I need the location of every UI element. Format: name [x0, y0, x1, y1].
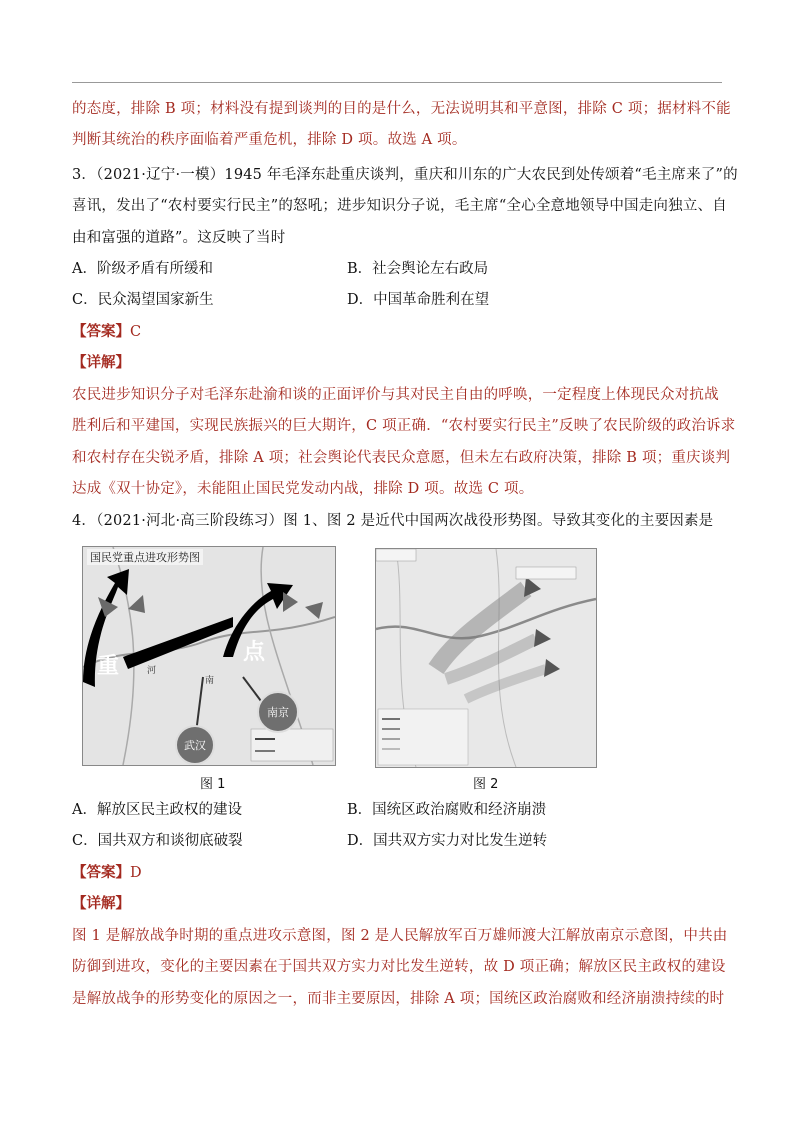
figure-1-city-wuhan: 武汉: [175, 725, 215, 765]
figure-1-label-he: 河: [147, 666, 157, 676]
figure-2-caption: 图 2: [473, 777, 499, 792]
q3-option-b: B．社会舆论左右政局: [347, 261, 489, 277]
answer-3-tag: 【答案】: [72, 323, 130, 340]
question-3-line-1: 3．（2021·辽宁·一模）1945 年毛泽东赴重庆谈判，重庆和川东的广大农民到处传颂着“毛主席来了”的: [72, 167, 738, 183]
question-3-line-3: 由和富强的道路”。这反映了当时: [72, 230, 286, 246]
figure-2-map-graphic: [376, 549, 596, 767]
figure-1-city-nanjing: 南京: [257, 691, 299, 733]
figure-1-label-nan: 南: [205, 676, 215, 686]
detail-4-line-1: 图 1 是解放战争时期的重点进攻示意图，图 2 是人民解放军百万雄师渡大江解放南京示意图，中共由: [72, 928, 728, 944]
q3-option-a: A．阶级矛盾有所缓和: [72, 261, 213, 277]
figure-1-label-zhong: 重: [97, 654, 120, 679]
detail-4-line-2: 防御到进攻，变化的主要因素在于国共双方实力对比发生逆转，故 D 项正确；解放区民主政权的建设: [72, 959, 726, 975]
detail-4-line-3: 是解放战争的形势变化的原因之一，而非主要原因，排除 A 项；国统区政治腐败和经济崩溃持续的时: [72, 991, 725, 1007]
q4-option-c: C．国共双方和谈彻底破裂: [72, 833, 243, 849]
figure-1-caption: 图 1: [200, 777, 226, 792]
detail-3-line-4: 达成《双十协定》，未能阻止国民党发动内战，排除 D 项。故选 C 项。: [72, 481, 534, 497]
q4-option-a: A．解放区民主政权的建设: [72, 802, 242, 818]
answer-4: [72, 863, 142, 883]
detail-3-line-1: 农民进步知识分子对毛泽东赴渝和谈的正面评价与其对民主自由的呼唤，一定程度上体现民众对抗战: [72, 387, 719, 403]
q3-option-d: D．中国革命胜利在望: [347, 292, 490, 308]
figure-1-map: [82, 546, 336, 766]
figure-1-title: 国民党重点进攻形势图: [87, 549, 203, 565]
answer-4-value: D: [130, 865, 142, 881]
q4-option-b: B．国统区政治腐败和经济崩溃: [347, 802, 547, 818]
detail-3-line-3: 和农村存在尖锐矛盾，排除 A 项；社会舆论代表民众意愿，但未左右政府决策，排除 B 项；重庆谈判: [72, 450, 731, 466]
answer-3: [72, 322, 141, 342]
figure-2-map: [375, 548, 597, 768]
prev-detail-line-1: 的态度，排除 B 项；材料没有提到谈判的目的是什么，无法说明其和平意图，排除 C 项；据材料不能: [72, 101, 731, 117]
header-rule: [72, 82, 722, 83]
question-3-line-2: 喜讯，发出了“农村要实行民主”的怒吼；进步知识分子说，毛主席“全心全意地领导中国走向独立、自: [72, 198, 727, 214]
answer-4-tag: 【答案】: [72, 864, 130, 881]
detail-3-tag: 【详解】: [72, 354, 130, 371]
q4-option-d: D．国共双方实力对比发生逆转: [347, 833, 548, 849]
detail-3-line-2: 胜利后和平建国，实现民族振兴的巨大期许，C 项正确．“农村要实行民主”反映了农民阶级的政治诉求: [72, 418, 736, 434]
q3-option-c: C．民众渴望国家新生: [72, 292, 214, 308]
question-4-line-1: 4．（2021·河北·高三阶段练习）图 1、图 2 是近代中国两次战役形势图。导致其变化的主要因素是: [72, 513, 714, 529]
prev-detail-line-2: 判断其统治的秩序面临着严重危机，排除 D 项。故选 A 项。: [72, 132, 467, 148]
figure-1-label-dian: 点: [243, 640, 266, 665]
answer-3-value: C: [130, 324, 142, 340]
detail-4-tag: 【详解】: [72, 895, 130, 912]
